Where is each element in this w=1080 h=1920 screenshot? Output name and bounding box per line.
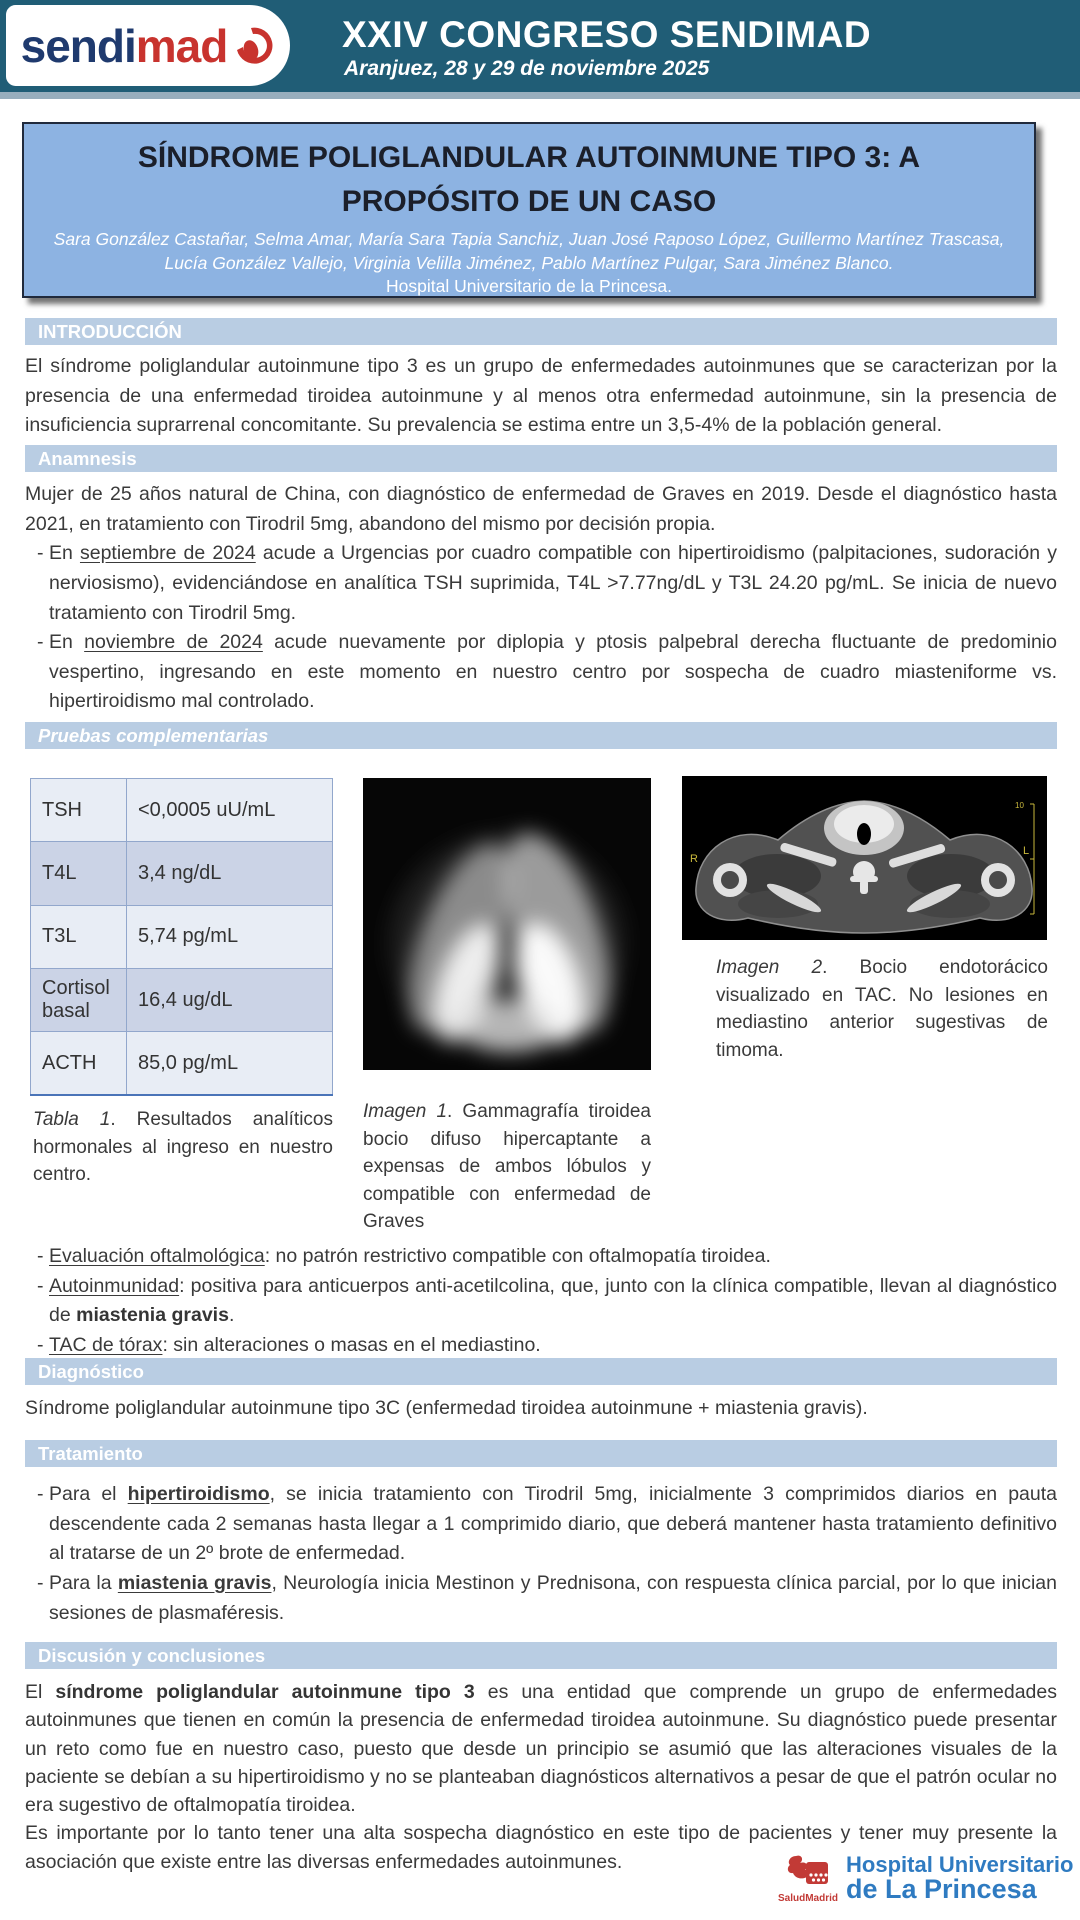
analyte-label: T4L	[31, 842, 127, 905]
sendimad-logo	[6, 5, 290, 86]
poster-title: SÍNDROME POLIGLANDULAR AUTOINMUNE TIPO 3: A PROPÓSITO DE UN CASO	[137, 141, 921, 218]
table-row	[31, 779, 333, 842]
hospital-name: Hospital Universitario de La Princesa	[846, 1852, 1074, 1905]
finding-autoinmunidad: - Autoinmunidad: positiva para anticuerpos anti-acetilcolina, que, junto con la clínica compatible, llevan al diagnóstico de miastenia gravis.	[37, 1274, 1057, 1327]
analyte-label: TSH	[31, 779, 127, 842]
analyte-value: 85,0 pg/mL	[127, 1032, 333, 1095]
congress-banner	[0, 0, 1080, 92]
sendimad-swoosh-icon	[231, 24, 275, 68]
section-header-anamnesis: Anamnesis	[25, 445, 1057, 472]
congress-subtitle: Aranjuez, 28 y 29 de noviembre 2025	[344, 57, 710, 80]
finding-tac-torax: - TAC de tórax: sin alteraciones o masas en el mediastino.	[37, 1333, 541, 1356]
ct-marker-right: R	[690, 853, 698, 865]
imagen1-caption: Imagen 1. Gammagrafía tiroidea bocio difuso hipercaptante a expensas de ambos lóbulos y compatible con enfermedad de Graves	[363, 1101, 651, 1233]
analyte-label: ACTH	[31, 1032, 127, 1095]
section-header-discusion: Discusión y conclusiones	[25, 1642, 1057, 1669]
discusion-body	[25, 1678, 1057, 1876]
section-header-introduccion: INTRODUCCIÓN	[25, 318, 1057, 345]
anamnesis-body	[25, 480, 1057, 717]
finding-oftalmologia: - Evaluación oftalmológica: no patrón restrictivo compatible con oftalmopatía tiroidea.	[37, 1245, 771, 1267]
section-header-pruebas: Pruebas complementarias	[25, 722, 1057, 749]
analyte-value: 5,74 pg/mL	[127, 905, 333, 968]
bullet-dash: -	[37, 542, 44, 565]
analyte-value: 3,4 ng/dL	[127, 842, 333, 905]
diagnostico-body: Síndrome poliglandular autoinmune tipo 3C (enfermedad tiroidea autoinmune + miastenia gravis).	[25, 1397, 868, 1419]
tratamiento-bullet-1: - Para el hipertiroidismo, se inicia tratamiento con Tirodril 5mg, inicialmente 3 comprimidos diarios en pauta descendente cada 2 semanas hasta llegar a 1 comprimido diario, que deberá mantener hasta tratamiento definitivo al tratarse de un 2º brote de enfermedad.	[37, 1483, 1057, 1565]
chest-ct-image	[682, 776, 1047, 940]
anamnesis-bullet-2: - En noviembre de 2024 acude nuevamente por diplopia y ptosis palpebral derecha fluctuante de predominio vespertino, ingresando en este momento en nuestro centro por sospecha de cuadro miasteniforme vs. hipertiroidismo mal controlado.	[25, 628, 1057, 717]
section-header-tratamiento: Tratamiento	[25, 1440, 1057, 1467]
congress-title: XXIV CONGRESO SENDIMAD	[342, 14, 872, 55]
pruebas-findings-list	[25, 1242, 1057, 1361]
tabla1-caption: Tabla 1. Resultados analíticos hormonales al ingreso en nuestro centro.	[33, 1109, 333, 1186]
anamnesis-bullet-1: - En septiembre de 2024 acude a Urgencias por cuadro compatible con hipertiroidismo (palpitaciones, sudoración y nerviosismo), evidenciándose en analítica TSH suprimida, T4L >7.77ng/dL y T3L 24.20 pg/mL. Se inicia de nuevo tratamiento con Tirodril 5mg.	[25, 539, 1057, 628]
tratamiento-body	[25, 1480, 1057, 1628]
section-header-diagnostico: Diagnóstico	[25, 1358, 1057, 1385]
hormone-results-table	[30, 778, 333, 1096]
table-row	[31, 1032, 333, 1095]
analyte-label: Cortisol basal	[31, 968, 127, 1031]
tratamiento-bullet-2: - Para la miastenia gravis, Neurología inicia Mestinon y Prednisona, con respuesta clínica parcial, por lo que inician sesiones de plasmaféresis.	[37, 1571, 1057, 1624]
salud-madrid-icon	[778, 1854, 838, 1904]
banner-bottom-strip	[0, 92, 1080, 99]
discusion-paragraph-1: El síndrome poliglandular autoinmune tipo 3 es una entidad que comprende un grupo de enfermedades autoinmunes que tienen en común la presencia de enfermedad tiroidea autoinmune. Su diagnóstico puede presentar un reto como fue en nuestro caso, puesto que desde un principio se asumió que las alteraciones visuales de la paciente se debían a su hipertiroidismo y no se planteaban diagnósticos alternativos a pesar de que el patrón ocular no era sugestivo de oftalmopatía tiroidea.	[25, 1681, 1057, 1817]
table-row	[31, 905, 333, 968]
introduccion-body: El síndrome poliglandular autoinmune tipo 3 es un grupo de enfermedades autoinmunes que se caracterizan por la presencia de una enfermedad tiroidea autoinmune y al menos otra enfermedad autoinmune, sin la presencia de insuficiencia suprarrenal concomitante. Su prevalencia se estima entre un 3,5-4% de la población general.	[25, 355, 1057, 437]
poster-authors: Sara González Castañar, Selma Amar, María Sara Tapia Sanchiz, Juan José Raposo López, Guillermo Martínez Trascasa, Lucía González Vallejo, Virginia Velilla Jiménez, Pablo Martínez Pulgar, Sara Jiménez Blanco.	[53, 229, 1005, 273]
ct-marker-left: L	[1023, 845, 1030, 857]
ct-scale-label: 10	[1015, 801, 1024, 810]
analyte-label: T3L	[31, 905, 127, 968]
bullet-dash: -	[37, 631, 44, 654]
table-row	[31, 968, 333, 1031]
poster-title-block	[22, 122, 1036, 298]
salud-madrid-label: SaludMadrid	[778, 1893, 839, 1904]
thyroid-scintigraphy-image	[363, 778, 651, 1070]
analyte-value: <0,0005 uU/mL	[127, 779, 333, 842]
discusion-paragraph-2: Es importante por lo tanto tener una alta sospecha diagnóstico en este tipo de pacientes y tener muy presente la asociación que existe entre las diversas enfermedades autoinmunes.	[25, 1822, 1057, 1873]
analyte-value: 16,4 ug/dL	[127, 968, 333, 1031]
poster-affiliation: Hospital Universitario de la Princesa.	[386, 276, 672, 297]
anamnesis-intro: Mujer de 25 años natural de China, con diagnóstico de enfermedad de Graves en 2019. Desde el diagnóstico hasta 2021, en tratamiento con Tirodril 5mg, abandono del mismo por decisión propia.	[25, 483, 1057, 535]
hospital-logo	[778, 1854, 1073, 1904]
table-row	[31, 842, 333, 905]
sendimad-logo-text: sendimad	[20, 19, 228, 72]
imagen2-caption: Imagen 2. Bocio endotorácico visualizado en TAC. No lesiones en mediastino anterior sugestivas de timoma.	[716, 957, 1048, 1061]
